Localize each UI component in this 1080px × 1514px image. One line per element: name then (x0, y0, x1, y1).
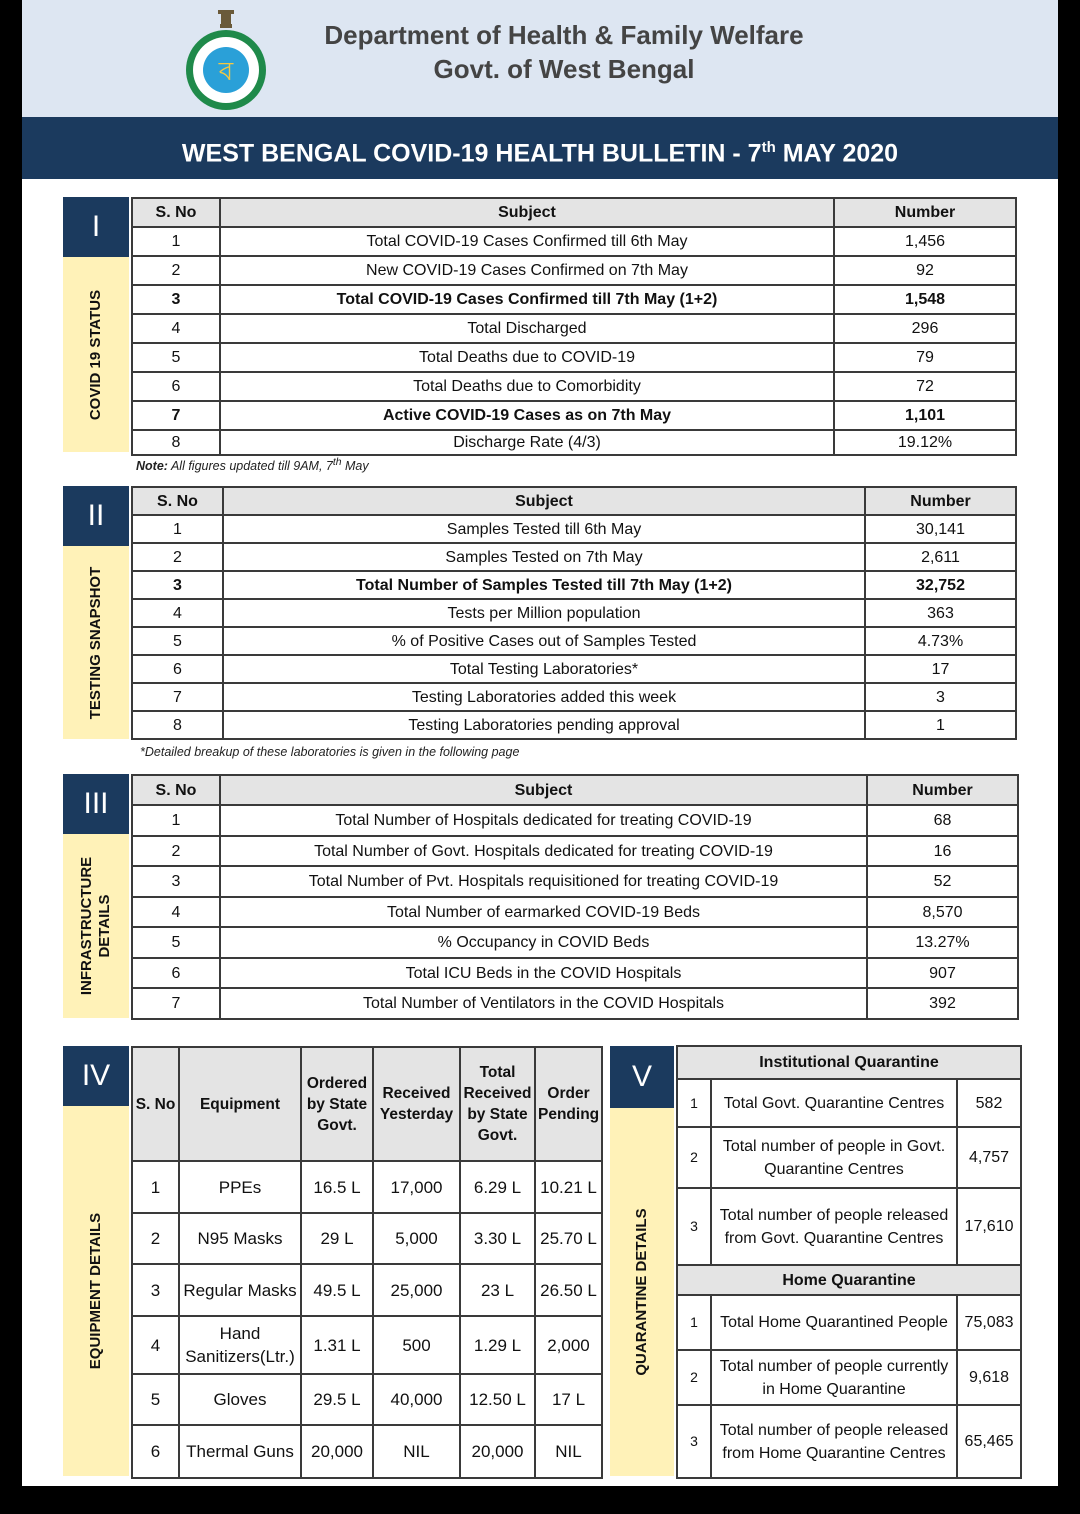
row-order-pending: 25.70 L (535, 1213, 602, 1264)
row-sno: 5 (132, 927, 220, 958)
section-5-side-label: QUARANTINE DETAILS (633, 1208, 650, 1376)
table-row (677, 1405, 1021, 1478)
row-sno: 1 (132, 515, 223, 543)
section-3-side-label (78, 857, 114, 995)
row-ordered: 16.5 L (301, 1161, 373, 1213)
col-sno: S. No (132, 198, 220, 227)
table-row (677, 1127, 1021, 1188)
row-sno: 4 (132, 897, 220, 927)
row-number: 4.73% (865, 627, 1016, 655)
section-4-side (63, 1106, 129, 1476)
row-sno: 2 (132, 836, 220, 866)
row-subject: Total ICU Beds in the COVID Hospitals (220, 958, 867, 988)
row-sno: 2 (132, 1213, 179, 1264)
table-row (132, 372, 1016, 401)
note-end: May (341, 459, 369, 474)
row-ordered: 29 L (301, 1213, 373, 1264)
table-row (132, 543, 1016, 571)
row-subject: Total number of people released from Govt. Quarantine Centres (711, 1188, 957, 1265)
row-equipment: Thermal Guns (179, 1425, 301, 1478)
table-row (132, 515, 1016, 543)
row-subject: Total Number of Ventilators in the COVID Hospitals (220, 988, 867, 1019)
row-subject: Tests per Million population (223, 599, 865, 627)
row-subject: Total Number of Samples Tested till 7th May (1+2) (223, 571, 865, 599)
row-subject: Total Govt. Quarantine Centres (711, 1079, 957, 1127)
col-number: Number (865, 487, 1016, 515)
col-received-yesterday: Received Yesterday (373, 1047, 460, 1161)
col-equipment: Equipment (179, 1047, 301, 1161)
table-row (132, 988, 1018, 1019)
row-sno: 6 (132, 1425, 179, 1478)
row-sno: 3 (677, 1405, 711, 1478)
row-sno: 3 (677, 1188, 711, 1265)
row-sno: 3 (132, 866, 220, 897)
row-subject: Total Deaths due to Comorbidity (220, 372, 834, 401)
row-number: 75,083 (957, 1295, 1021, 1350)
row-number: 13.27% (867, 927, 1018, 958)
row-total-received: 12.50 L (460, 1374, 535, 1425)
row-received-yesterday: 500 (373, 1316, 460, 1374)
row-number: 52 (867, 866, 1018, 897)
row-subject: New COVID-19 Cases Confirmed on 7th May (220, 256, 834, 285)
home-quarantine-title-label: Home Quarantine (677, 1265, 1021, 1295)
row-total-received: 6.29 L (460, 1161, 535, 1213)
col-order-pending: Order Pending (535, 1047, 602, 1161)
section-1-side (63, 257, 129, 452)
bulletin-title-suffix: MAY 2020 (775, 139, 899, 168)
row-order-pending: 26.50 L (535, 1264, 602, 1316)
row-sno: 3 (132, 1264, 179, 1316)
home-quarantine-title (677, 1265, 1021, 1295)
row-sno: 1 (132, 227, 220, 256)
row-sno: 6 (132, 372, 220, 401)
row-sno: 4 (132, 599, 223, 627)
section-2-number: II (63, 486, 129, 546)
table-row (132, 1264, 602, 1316)
row-sno: 1 (677, 1079, 711, 1127)
col-subject: Subject (220, 775, 867, 805)
row-number: 1,456 (834, 227, 1016, 256)
table-row (132, 1161, 602, 1213)
row-order-pending: 17 L (535, 1374, 602, 1425)
row-ordered: 49.5 L (301, 1264, 373, 1316)
row-total-received: 1.29 L (460, 1316, 535, 1374)
row-subject: Total Home Quarantined People (711, 1295, 957, 1350)
table-row (132, 256, 1016, 285)
equipment-table (131, 1046, 603, 1479)
table-row (677, 1188, 1021, 1265)
row-subject: Total Number of Govt. Hospitals dedicated for treating COVID-19 (220, 836, 867, 866)
row-number: 1,101 (834, 401, 1016, 430)
row-number: 17,610 (957, 1188, 1021, 1265)
row-number: 92 (834, 256, 1016, 285)
col-subject: Subject (223, 487, 865, 515)
row-sno: 8 (132, 430, 220, 455)
table-row (677, 1079, 1021, 1127)
row-subject: Samples Tested till 6th May (223, 515, 865, 543)
row-sno: 6 (132, 655, 223, 683)
table-row (132, 430, 1016, 455)
row-number: 72 (834, 372, 1016, 401)
dept-line-1: Department of Health & Family Welfare (324, 20, 804, 50)
header (22, 0, 1058, 117)
section-5-side (610, 1108, 674, 1476)
row-number: 9,618 (957, 1350, 1021, 1405)
row-subject: Testing Laboratories pending approval (223, 711, 865, 739)
col-number: Number (834, 198, 1016, 227)
dept-line-2: Govt. of West Bengal (433, 54, 695, 84)
covid-status-table (131, 197, 1017, 456)
table-row (132, 285, 1016, 314)
table-row (132, 836, 1018, 866)
table-row (132, 599, 1016, 627)
testing-snapshot-table (131, 486, 1017, 740)
note-label: Note: (136, 459, 168, 474)
table-row (132, 627, 1016, 655)
row-sno: 1 (132, 805, 220, 836)
row-subject: Total Number of Hospitals dedicated for treating COVID-19 (220, 805, 867, 836)
table-row (132, 655, 1016, 683)
row-sno: 7 (132, 988, 220, 1019)
table-row (132, 958, 1018, 988)
row-subject: Total number of people released from Home Quarantine Centres (711, 1405, 957, 1478)
row-subject: Total Number of earmarked COVID-19 Beds (220, 897, 867, 927)
row-subject: Samples Tested on 7th May (223, 543, 865, 571)
row-sno: 8 (132, 711, 223, 739)
row-total-received: 23 L (460, 1264, 535, 1316)
row-equipment: Gloves (179, 1374, 301, 1425)
row-number: 65,465 (957, 1405, 1021, 1478)
institutional-quarantine-title-label: Institutional Quarantine (677, 1046, 1021, 1079)
row-number: 30,141 (865, 515, 1016, 543)
row-subject: Total Deaths due to COVID-19 (220, 343, 834, 372)
row-sno: 3 (132, 571, 223, 599)
row-number: 79 (834, 343, 1016, 372)
row-sno: 3 (132, 285, 220, 314)
row-sno: 5 (132, 1374, 179, 1425)
row-equipment: Regular Masks (179, 1264, 301, 1316)
row-number: 32,752 (865, 571, 1016, 599)
col-total-received: Total Received by State Govt. (460, 1047, 535, 1161)
table-row (132, 343, 1016, 372)
row-sno: 7 (132, 401, 220, 430)
row-number: 392 (867, 988, 1018, 1019)
infrastructure-table (131, 774, 1019, 1020)
quarantine-table (676, 1045, 1022, 1479)
row-subject: % of Positive Cases out of Samples Tested (223, 627, 865, 655)
row-number: 8,570 (867, 897, 1018, 927)
table-row (132, 571, 1016, 599)
bulletin-title-prefix: WEST BENGAL COVID-19 HEALTH BULLETIN - 7 (181, 139, 762, 168)
row-equipment: N95 Masks (179, 1213, 301, 1264)
row-number: 19.12% (834, 430, 1016, 455)
row-sno: 6 (132, 958, 220, 988)
row-total-received: 3.30 L (460, 1213, 535, 1264)
row-subject: Total number of people in Govt. Quarantine Centres (711, 1127, 957, 1188)
row-sno: 2 (132, 256, 220, 285)
table-row (677, 1295, 1021, 1350)
table-row (132, 1374, 602, 1425)
bulletin-title-sup: th (761, 139, 776, 156)
table-row (132, 227, 1016, 256)
row-received-yesterday: NIL (373, 1425, 460, 1478)
row-sno: 1 (677, 1295, 711, 1350)
institutional-quarantine-title (677, 1046, 1021, 1079)
row-equipment: Hand Sanitizers(Ltr.) (179, 1316, 301, 1374)
row-subject: Discharge Rate (4/3) (220, 430, 834, 455)
row-equipment: PPEs (179, 1161, 301, 1213)
row-subject: Testing Laboratories added this week (223, 683, 865, 711)
row-total-received: 20,000 (460, 1425, 535, 1478)
table-row (132, 401, 1016, 430)
col-sno: S. No (132, 775, 220, 805)
row-subject: Total number of people currently in Home Quarantine (711, 1350, 957, 1405)
row-subject: Active COVID-19 Cases as on 7th May (220, 401, 834, 430)
section-4-number: IV (63, 1046, 129, 1106)
row-subject: Total Number of Pvt. Hospitals requisitioned for treating COVID-19 (220, 866, 867, 897)
section-2-side-label: TESTING SNAPSHOT (87, 566, 104, 719)
col-ordered: Ordered by State Govt. (301, 1047, 373, 1161)
col-sno: S. No (132, 1047, 179, 1161)
row-ordered: 20,000 (301, 1425, 373, 1478)
row-ordered: 1.31 L (301, 1316, 373, 1374)
row-sno: 1 (132, 1161, 179, 1213)
row-number: 363 (865, 599, 1016, 627)
table-row (132, 1213, 602, 1264)
row-number: 17 (865, 655, 1016, 683)
row-received-yesterday: 17,000 (373, 1161, 460, 1213)
row-subject: Total COVID-19 Cases Confirmed till 7th May (1+2) (220, 285, 834, 314)
row-number: 296 (834, 314, 1016, 343)
table-row (677, 1350, 1021, 1405)
row-number: 1 (865, 711, 1016, 739)
table-row (132, 866, 1018, 897)
row-number: 2,611 (865, 543, 1016, 571)
row-subject: Total Discharged (220, 314, 834, 343)
note-text: All figures updated till 9AM, 7 (167, 459, 333, 474)
table-row (132, 805, 1018, 836)
row-subject: % Occupancy in COVID Beds (220, 927, 867, 958)
row-number: 3 (865, 683, 1016, 711)
table-row (132, 1425, 602, 1478)
row-sno: 5 (132, 627, 223, 655)
col-subject: Subject (220, 198, 834, 227)
row-subject: Total COVID-19 Cases Confirmed till 6th May (220, 227, 834, 256)
bulletin-title (22, 117, 1058, 179)
row-sno: 4 (132, 314, 220, 343)
bulletin-page (22, 0, 1058, 1486)
row-number: 582 (957, 1079, 1021, 1127)
section-3-side (63, 834, 129, 1018)
row-order-pending: 2,000 (535, 1316, 602, 1374)
section-1-note (136, 457, 369, 473)
row-number: 16 (867, 836, 1018, 866)
row-sno: 2 (132, 543, 223, 571)
department-title (312, 18, 816, 86)
row-number: 4,757 (957, 1127, 1021, 1188)
west-bengal-emblem-icon (184, 8, 268, 112)
row-number: 68 (867, 805, 1018, 836)
section-2-note: *Detailed breakup of these laboratories is given in the following page (140, 745, 520, 759)
row-received-yesterday: 5,000 (373, 1213, 460, 1264)
row-received-yesterday: 40,000 (373, 1374, 460, 1425)
table-row (132, 1316, 602, 1374)
row-order-pending: 10.21 L (535, 1161, 602, 1213)
row-sno: 2 (677, 1350, 711, 1405)
col-sno: S. No (132, 487, 223, 515)
table-row (132, 314, 1016, 343)
row-order-pending: NIL (535, 1425, 602, 1478)
row-sno: 4 (132, 1316, 179, 1374)
row-sno: 7 (132, 683, 223, 711)
note-sup: th (332, 457, 342, 468)
row-sno: 5 (132, 343, 220, 372)
table-row (132, 897, 1018, 927)
side-line-2: DETAILS (96, 894, 113, 958)
section-2-side (63, 546, 129, 739)
row-number: 907 (867, 958, 1018, 988)
section-3-number: III (63, 774, 129, 834)
section-4-side-label: EQUIPMENT DETAILS (87, 1212, 104, 1370)
row-number: 1,548 (834, 285, 1016, 314)
table-row (132, 683, 1016, 711)
row-sno: 2 (677, 1127, 711, 1188)
table-row (132, 927, 1018, 958)
svg-text:ব: ব (218, 57, 234, 87)
section-1-side-label: COVID 19 STATUS (87, 289, 104, 420)
row-received-yesterday: 25,000 (373, 1264, 460, 1316)
section-1-number: I (63, 197, 129, 257)
row-subject: Total Testing Laboratories* (223, 655, 865, 683)
table-row (132, 711, 1016, 739)
col-number: Number (867, 775, 1018, 805)
section-5-number: V (610, 1046, 674, 1108)
side-line-1: INFRASTRUCTURE (78, 856, 95, 996)
row-ordered: 29.5 L (301, 1374, 373, 1425)
